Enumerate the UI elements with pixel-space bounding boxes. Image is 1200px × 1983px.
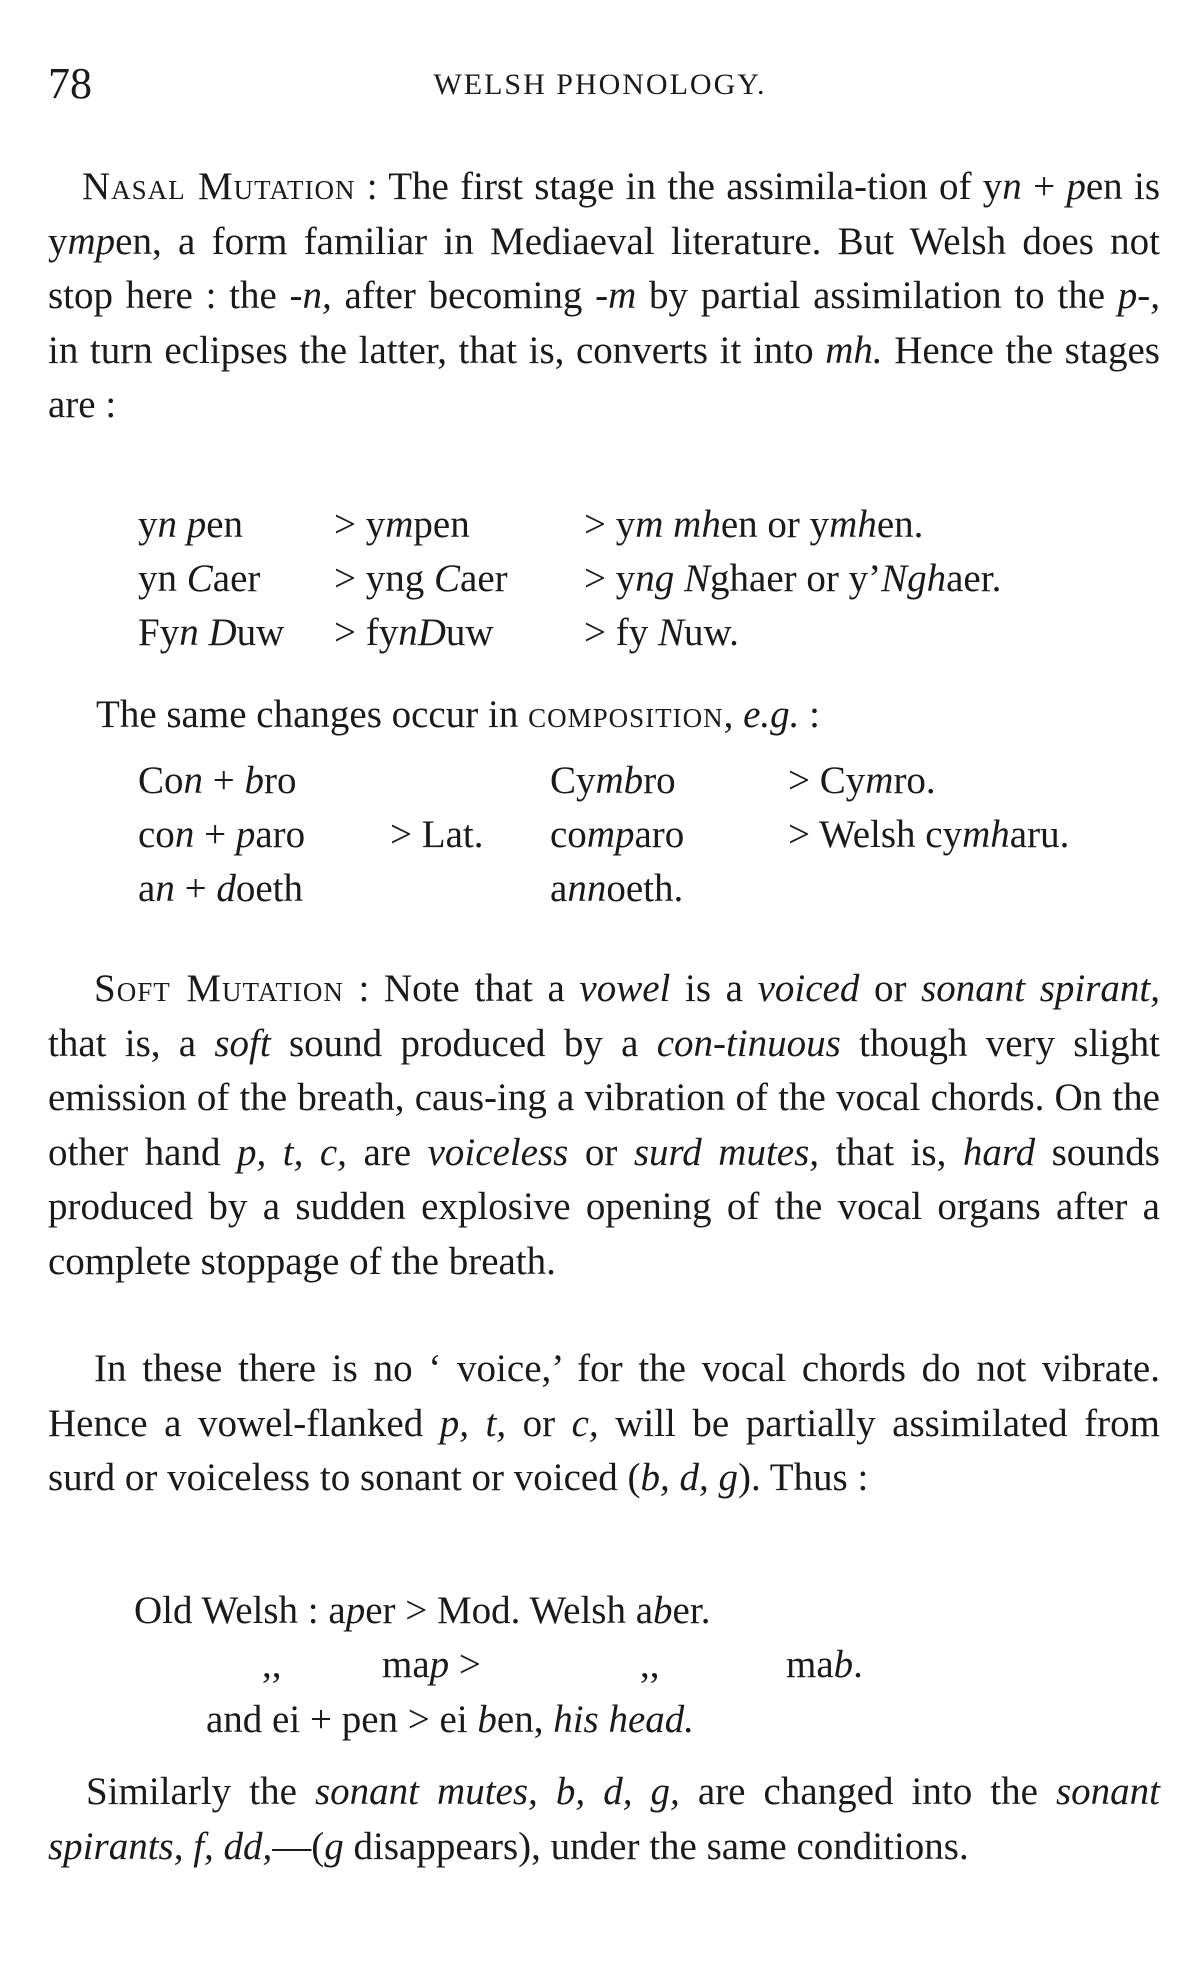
stage-row: Fyn Duw > fynDuw > fy Nuw. [138,611,739,654]
stage-row: yn Caer > yng Caer > yng Nghaer or y’Nghaer. [138,557,1002,600]
voice-paragraph: In these there is no ‘ voice,’ for the vocal chords do not vibrate. Hence a vowel-flanked p, t, or c, will be partially assimilated from surd or voiceless to sonant or voiced (b, d, g). Thus : [48,1347,1160,1499]
composition-row: an + doeth annoeth. [138,867,684,910]
old-welsh-example-2-mod: mab. [786,1643,863,1686]
composition-paragraph: The same changes occur in composition, e.g. : [96,693,821,736]
composition-examples [138,758,1069,920]
old-welsh-example-2-ditto: ,, [262,1643,282,1686]
composition-row: con + paro > Lat. comparo > Welsh cymharu. [138,813,1070,856]
old-welsh-example-3: and ei + pen > ei ben, his head. [206,1698,695,1741]
nasal-mutation-paragraph: Nasal Mutation : The first stage in the assimila-tion of yn + pen is ympen, a form familiar in Mediaeval literature. But Welsh does not stop here : the -n, after becoming -m by partial assimilation to the p-, in turn eclipses the latter, that is, converts it into mh. Hence the stages are : [48,165,1160,426]
page-number: 78 [48,59,92,108]
running-title: WELSH PHONOLOGY. [433,68,767,101]
sonant-mutes-paragraph: Similarly the sonant mutes, b, d, g, are changed into the sonant spirants, f, dd,—(g disappears), under the same conditions. [48,1770,1161,1868]
old-welsh-example-1: Old Welsh : aper > Mod. Welsh aber. [134,1589,711,1632]
old-welsh-example-2-ditto-mod: ,, [640,1643,660,1686]
composition-row: Con + bro Cymbro > Cymro. [138,759,936,802]
old-welsh-example-2: map > [382,1643,481,1686]
stage-row: yn pen > ympen > ym mhen or ymhen. [138,503,924,546]
section-heading-soft-mutation: Soft Mutation [94,967,344,1010]
nasal-mutation-stages [138,502,1001,664]
section-heading-nasal-mutation: Nasal Mutation [82,165,356,208]
soft-mutation-paragraph: Soft Mutation : Note that a vowel is a voiced or sonant spirant, that is, a soft sound produced by a con-tinuous though very slight emission of the breath, caus-ing a vibration of the vocal chords. On the other hand p, t, c, are voiceless or surd mutes, that is, hard sounds produced by a sudden explosive opening of the vocal organs after a complete stoppage of the breath. [48,967,1160,1283]
